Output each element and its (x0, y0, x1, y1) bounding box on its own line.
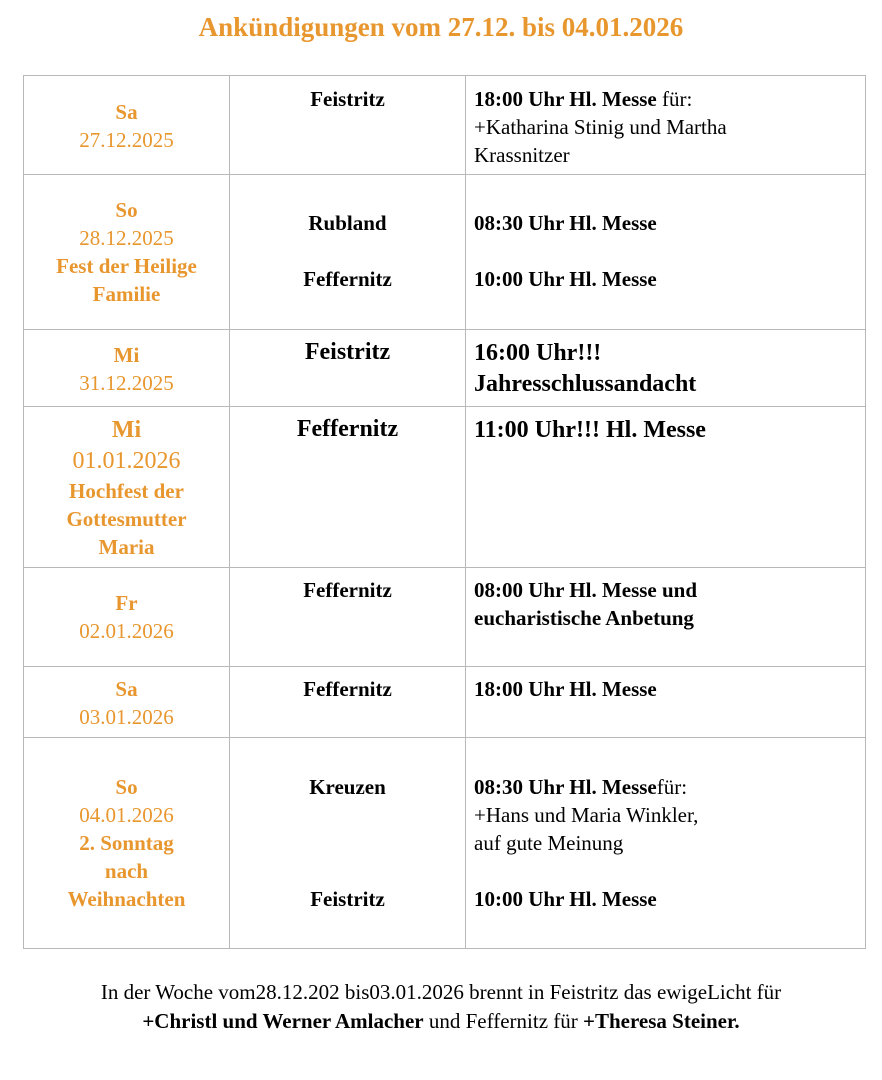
feast-name: nach (104, 859, 149, 883)
date: 28.12.2025 (79, 226, 174, 250)
eternal-light-note (0, 978, 882, 1036)
event-time: 11:00 Uhr!!! Hl. Messe (474, 417, 706, 443)
date: 27.12.2025 (79, 128, 174, 152)
place-name: Rubland (308, 211, 387, 235)
page-title: Ankündigungen vom 27.12. bis 04.01.2026 (198, 12, 684, 42)
weekday: Sa (115, 677, 138, 701)
event-cell (466, 568, 866, 667)
place-cell (230, 175, 466, 330)
feast-name: Gottesmutter (66, 507, 187, 531)
feast-name: Hochfest der (69, 479, 184, 503)
feast-name: Familie (92, 282, 161, 306)
date: 02.01.2026 (79, 619, 174, 643)
dedication-name: +Theresa Steiner. (583, 1009, 740, 1033)
event-line: eucharistische Anbetung (474, 606, 694, 630)
day-cell (24, 76, 230, 175)
event-cell (466, 667, 866, 738)
weekday: Mi (111, 417, 142, 443)
table-row (24, 568, 866, 667)
note-connector: und Feffernitz für (423, 1009, 584, 1033)
event-line: Krassnitzer (474, 143, 570, 167)
event-suffix: für: (656, 87, 693, 111)
event-cell (466, 738, 866, 949)
table-row (24, 667, 866, 738)
table-row (24, 738, 866, 949)
date: 04.01.2026 (79, 803, 174, 827)
place-cell (230, 407, 466, 568)
event-cell (466, 175, 866, 330)
event-time: 08:30 Uhr Hl. Messe (474, 211, 657, 235)
feast-name: Maria (98, 535, 155, 559)
place-cell (230, 667, 466, 738)
place-name: Feistritz (310, 87, 385, 111)
event-time: 18:00 Uhr Hl. Messe (474, 87, 657, 111)
weekday: Fr (115, 591, 138, 615)
day-cell (24, 667, 230, 738)
event-cell (466, 330, 866, 407)
weekday: Sa (115, 100, 138, 124)
place-cell (230, 76, 466, 175)
event-time: 10:00 Uhr Hl. Messe (474, 887, 657, 911)
event-cell (466, 76, 866, 175)
place-name: Kreuzen (309, 775, 386, 799)
note-line (0, 1007, 882, 1036)
weekday: Mi (113, 343, 140, 367)
place-name: Feffernitz (296, 416, 399, 442)
place-cell (230, 738, 466, 949)
day-cell (24, 738, 230, 949)
place-name: Feffernitz (303, 578, 392, 602)
event-suffix: für: (656, 775, 688, 799)
place-name: Feffernitz (303, 677, 392, 701)
table-row (24, 175, 866, 330)
date: 01.01.2026 (72, 448, 181, 474)
weekday: So (115, 198, 138, 222)
place-name: Feistritz (310, 887, 385, 911)
event-time: 08:30 Uhr Hl. Messe (474, 775, 657, 799)
event-time: 08:00 Uhr Hl. Messe und (474, 578, 698, 602)
place-cell (230, 568, 466, 667)
event-time: 16:00 Uhr!!! (474, 340, 602, 366)
event-time: 10:00 Uhr Hl. Messe (474, 267, 657, 291)
event-line: +Katharina Stinig und Martha (474, 115, 727, 139)
date: 03.01.2026 (79, 705, 174, 729)
day-cell (24, 407, 230, 568)
table-row (24, 407, 866, 568)
date: 31.12.2025 (79, 371, 174, 395)
feast-name: Fest der Heilige (56, 254, 197, 278)
place-name: Feffernitz (303, 267, 392, 291)
place-name: Feistritz (304, 339, 391, 365)
table-row (24, 76, 866, 175)
note-line: In der Woche vom28.12.202 bis03.01.2026 brennt in Feistritz das ewigeLicht für (100, 980, 782, 1004)
feast-name: Weihnachten (67, 887, 186, 911)
day-cell (24, 175, 230, 330)
event-cell (466, 407, 866, 568)
day-cell (24, 568, 230, 667)
schedule-table (23, 75, 866, 949)
event-line: auf gute Meinung (474, 831, 624, 855)
event-line: Jahresschlussandacht (474, 371, 697, 397)
dedication-name: +Christl und Werner Amlacher (142, 1009, 424, 1033)
event-line: +Hans und Maria Winkler, (474, 803, 699, 827)
event-time: 18:00 Uhr Hl. Messe (474, 677, 657, 701)
feast-name: 2. Sonntag (79, 831, 174, 855)
weekday: So (115, 775, 138, 799)
day-cell (24, 330, 230, 407)
place-cell (230, 330, 466, 407)
table-row (24, 330, 866, 407)
